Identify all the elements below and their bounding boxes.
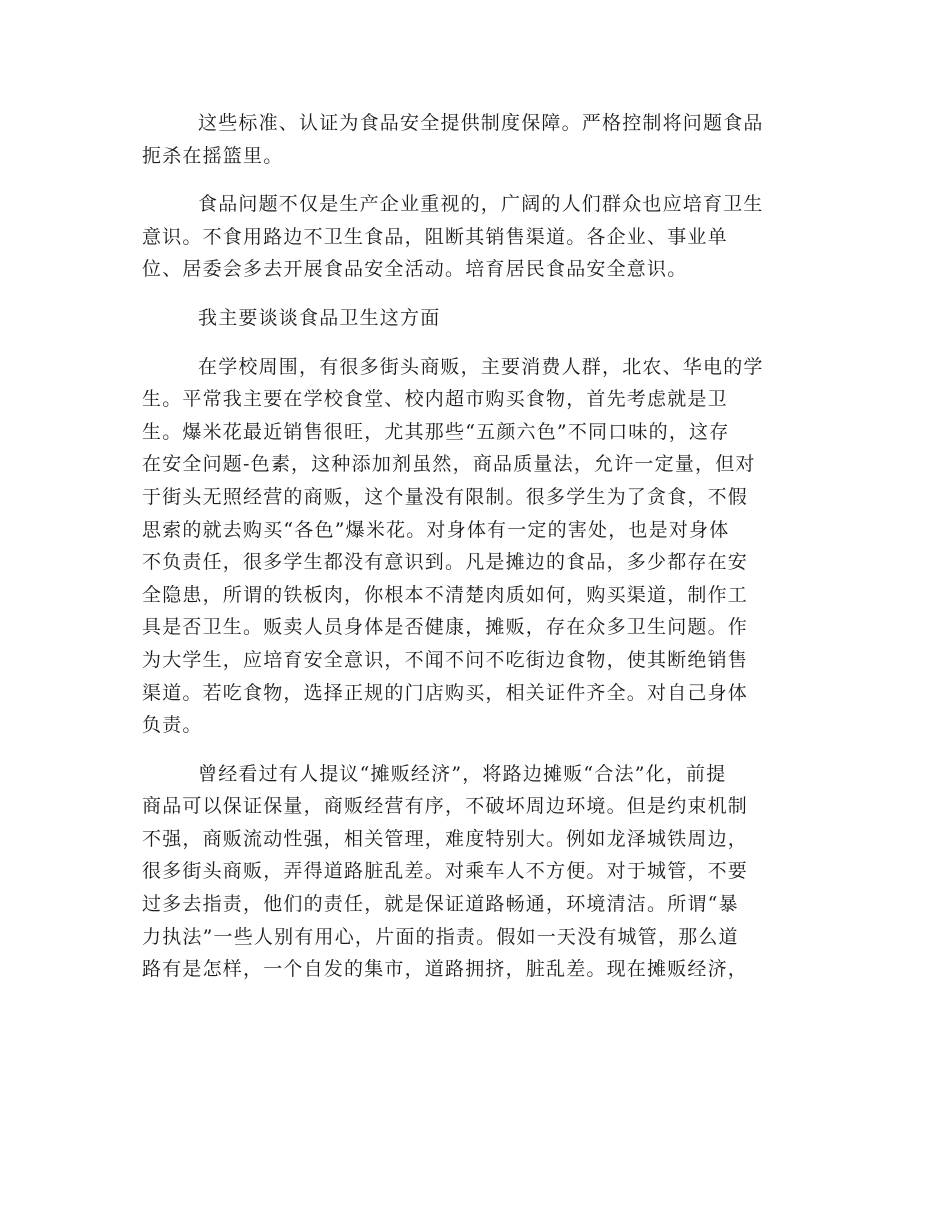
text-line: 在学校周围，有很多街头商贩，主要消费人群，北农、华电的学 <box>198 355 764 378</box>
paragraph-topic-intro <box>142 302 810 335</box>
text-line: 思索的就去购买“各色”爆米花。对身体有一定的害处，也是对身体 <box>142 518 730 541</box>
paragraph-public-awareness <box>142 188 810 286</box>
text-line: 不负责任，很多学生都没有意识到。凡是摊边的食品，多少都存在安 <box>142 551 749 574</box>
text-line: 负责。 <box>142 714 203 737</box>
text-line: 力执法”一些人别有用心，片面的指责。假如一天没有城管，那么道 <box>142 925 739 948</box>
text-line: 在安全问题-色素，这种添加剂虽然，商品质量法，允许一定量，但对 <box>142 453 756 476</box>
paragraph-campus-vendors <box>142 351 810 742</box>
text-line: 商品可以保证保量，商贩经营有序，不破坏周边环境。但是约束机制 <box>142 795 749 818</box>
text-line: 路有是怎样，一个自发的集市，道路拥挤，脏乱差。现在摊贩经济， <box>142 958 749 981</box>
text-line: 食品问题不仅是生产企业重视的，广阔的人们群众也应培育卫生 <box>198 193 764 216</box>
text-line: 生。平常我主要在学校食堂、校内超市购买食物，首先考虑就是卫 <box>142 388 728 411</box>
text-line: 生。爆米花最近销售很旺，尤其那些“五颜六色”不同口味的，这存 <box>142 420 730 443</box>
text-line: 这些标准、认证为食品安全提供制度保障。严格控制将问题食品 <box>198 112 764 134</box>
paragraph-standards <box>142 107 810 172</box>
document-body <box>142 107 810 1002</box>
text-line: 意识。不食用路边不卫生食品，阻断其销售渠道。各企业、事业单 <box>142 225 728 248</box>
text-line: 扼杀在摇篮里。 <box>142 144 284 167</box>
text-line: 具是否卫生。贩卖人员身体是否健康，摊贩，存在众多卫生问题。作 <box>142 616 749 639</box>
text-line: 过多去指责，他们的责任，就是保证道路畅通，环境清洁。所谓“暴 <box>142 893 739 916</box>
text-line: 我主要谈谈食品卫生这方面 <box>198 306 441 329</box>
text-line: 于街头无照经营的商贩，这个量没有限制。很多学生为了贪食，不假 <box>142 485 749 508</box>
text-line: 为大学生，应培育安全意识，不闻不问不吃街边食物，使其断绝销售 <box>142 648 749 671</box>
text-line: 位、居委会多去开展食品安全活动。培育居民食品安全意识。 <box>142 258 688 281</box>
text-line: 全隐患，所谓的铁板肉，你根本不清楚肉质如何，购买渠道，制作工 <box>142 583 749 606</box>
text-line: 曾经看过有人提议“摊贩经济”，将路边摊贩“合法”化，前提 <box>198 762 727 785</box>
text-line: 很多街头商贩，弄得道路脏乱差。对乘车人不方便。对于城管，不要 <box>142 860 749 883</box>
paragraph-vendor-economy <box>142 758 810 986</box>
text-line: 渠道。若吃食物，选择正规的门店购买，相关证件齐全。对自己身体 <box>142 681 749 704</box>
text-line: 不强，商贩流动性强，相关管理，难度特别大。例如龙泽城铁周边， <box>142 827 749 850</box>
